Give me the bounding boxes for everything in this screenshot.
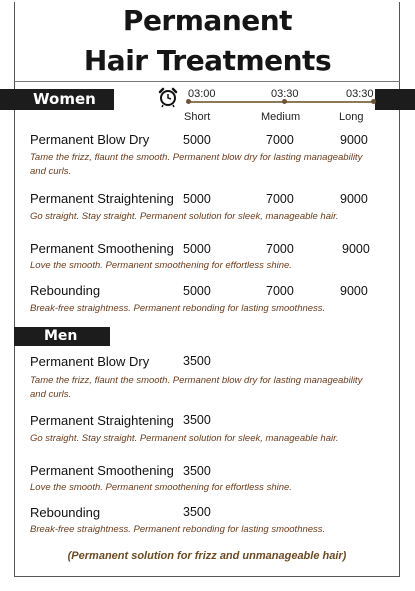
women-service-name: Rebounding xyxy=(30,283,101,298)
women-price-medium: 7000 xyxy=(266,192,294,206)
women-service-desc: Go straight. Stay straight. Permanent solution for sleek, manageable hair. xyxy=(30,211,339,222)
women-price-long: 9000 xyxy=(340,133,368,147)
women-service-name: Permanent Straightening xyxy=(30,191,174,206)
women-price-long: 9000 xyxy=(342,242,370,256)
footer-note: (Permanent solution for frizz and unmanageable hair) xyxy=(67,550,347,562)
women-price-short: 5000 xyxy=(183,133,211,147)
men-service-desc: Tame the frizz, flaunt the smooth. Permanent blow dry for lasting manageability and curls. xyxy=(30,375,363,400)
time-short: 03:00 xyxy=(188,88,216,100)
men-service-name: Rebounding xyxy=(30,505,101,520)
women-section-label: Women xyxy=(33,90,96,108)
time-medium: 03:30 xyxy=(271,88,299,100)
women-price-medium: 7000 xyxy=(266,284,294,298)
header-divider xyxy=(14,81,400,82)
men-service-desc: Love the smooth. Permanent smoothening for effortless shine. xyxy=(30,482,292,493)
men-price: 3500 xyxy=(183,505,211,519)
duration-timeline xyxy=(188,101,374,103)
length-medium-label: Medium xyxy=(261,111,301,123)
men-service-name: Permanent Blow Dry xyxy=(30,354,150,369)
men-service-desc: Go straight. Stay straight. Permanent solution for sleek, manageable hair. xyxy=(30,433,339,444)
alarm-clock-icon xyxy=(157,86,179,108)
page-title-line2: Hair Treatments xyxy=(83,44,332,77)
women-service-desc: Love the smooth. Permanent smoothening for effortless shine. xyxy=(30,260,292,271)
men-service-name: Permanent Straightening xyxy=(30,413,174,428)
length-long-label: Long xyxy=(339,111,364,123)
women-price-short: 5000 xyxy=(183,284,211,298)
women-service-desc: Tame the frizz, flaunt the smooth. Permanent blow dry for lasting manageability and curls. xyxy=(30,152,363,177)
men-service-desc: Break-free straightness. Permanent rebonding for lasting smoothness. xyxy=(30,524,326,535)
length-short-label: Short xyxy=(184,111,211,123)
men-section-label: Men xyxy=(44,328,78,344)
page-title-line1: Permanent xyxy=(122,4,293,37)
women-price-medium: 7000 xyxy=(266,133,294,147)
men-price: 3500 xyxy=(183,354,211,368)
men-price: 3500 xyxy=(183,413,211,427)
women-price-long: 9000 xyxy=(340,192,368,206)
time-long: 03:30 xyxy=(346,88,374,100)
women-service-name: Permanent Blow Dry xyxy=(30,132,150,147)
women-price-short: 5000 xyxy=(183,192,211,206)
men-service-name: Permanent Smoothening xyxy=(30,463,174,478)
women-section-bar-right xyxy=(375,89,415,110)
women-service-name: Permanent Smoothening xyxy=(30,241,174,256)
women-price-medium: 7000 xyxy=(266,242,294,256)
men-price: 3500 xyxy=(183,464,211,478)
women-service-desc: Break-free straightness. Permanent rebonding for lasting smoothness. xyxy=(30,303,326,314)
women-price-short: 5000 xyxy=(183,242,211,256)
women-price-long: 9000 xyxy=(340,284,368,298)
